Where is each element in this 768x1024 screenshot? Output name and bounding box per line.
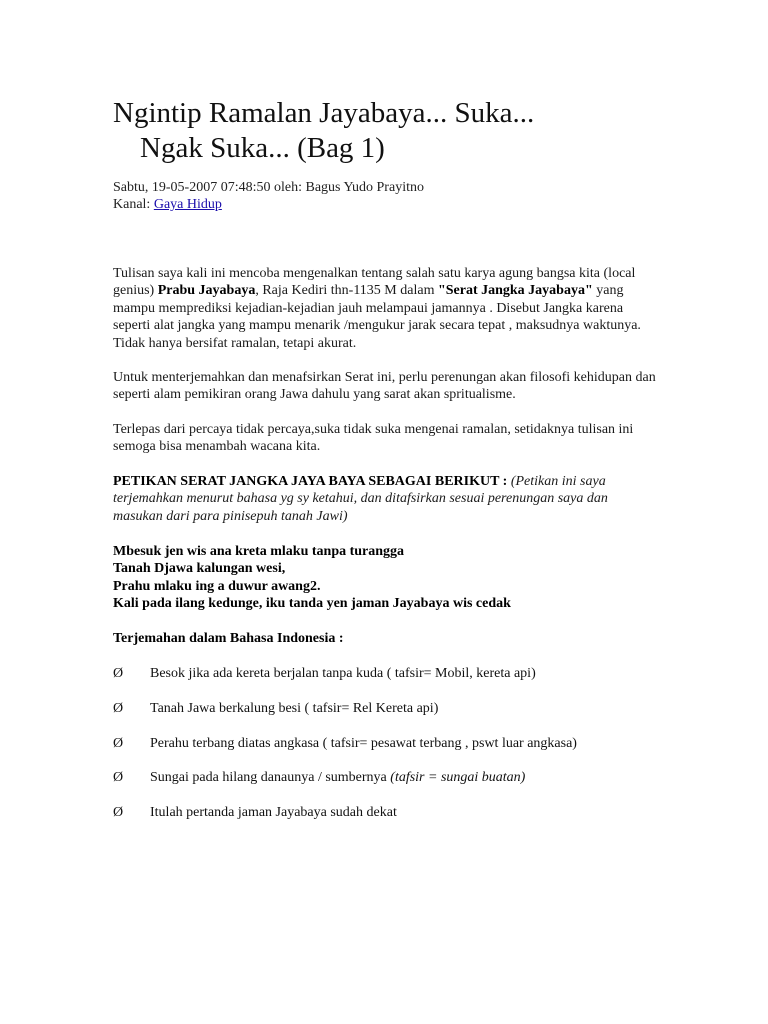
list-item xyxy=(113,804,397,821)
list-item-text: Besok jika ada kereta berjalan tanpa kuda ( tafsir= Mobil, kereta api) xyxy=(150,666,536,681)
paragraph-intro xyxy=(113,265,658,352)
bullet-icon: Ø xyxy=(113,770,124,785)
verse-line: Tanah Djawa kalungan wesi, xyxy=(113,561,286,577)
list-item-italic: (tafsir = sungai buatan) xyxy=(390,770,526,785)
channel-label: Kanal: xyxy=(113,197,154,212)
bullet-icon: Ø xyxy=(113,805,124,820)
article-title xyxy=(113,96,673,166)
intro-text-3: yang mampu memprediksi kejadian-kejadian jauh melampaui jamannya . Disebut Jangka karena seperti alat jangka yang mampu menarik /mengukur jarak secara tepat , maksudnya waktunya. Tidak hanya bersifat ramalan, tetapi akurat. xyxy=(113,283,641,351)
title-line-2: Ngak Suka... (Bag 1) xyxy=(140,132,385,164)
paragraph-3: Terlepas dari percaya tidak percaya,suka tidak suka mengenai ramalan, setidaknya tulisan ini semoga bisa menambah wacana kita. xyxy=(113,422,634,455)
channel-line xyxy=(113,196,424,213)
intro-text-1: Tulisan saya kali ini mencoba mengenalkan tentang salah satu karya agung bangsa kita (local genius) xyxy=(113,266,636,299)
verse-line: Prahu mlaku ing a duwur awang2. xyxy=(113,578,321,594)
prabu-jayabaya-bold: Prabu Jayabaya xyxy=(157,283,256,299)
list-item-text: Perahu terbang diatas angkasa ( tafsir= pesawat terbang , pswt luar angkasa) xyxy=(150,736,577,751)
petikan-heading: PETIKAN SERAT JANGKA JAYA BAYA SEBAGAI BERIKUT : xyxy=(113,474,508,489)
verse-block xyxy=(113,543,658,613)
list-item-text: Itulah pertanda jaman Jayabaya sudah dekat xyxy=(150,805,397,820)
paragraph-2: Untuk menterjemahkan dan menafsirkan Serat ini, perlu perenungan akan filosofi kehidupan dan seperti alam pemikiran orang Jawa dahulu yang sarat akan spritualisme. xyxy=(113,370,656,403)
title-line-1: Ngintip Ramalan Jayabaya... Suka... xyxy=(113,97,535,129)
list-item xyxy=(113,665,536,682)
bullet-icon: Ø xyxy=(113,666,124,681)
verse-line: Kali pada ilang kedunge, iku tanda yen jaman Jayabaya wis cedak xyxy=(113,596,511,612)
article-meta xyxy=(113,179,424,213)
list-item-text: Sungai pada hilang danaunya / sumbernya xyxy=(150,770,391,785)
bullet-icon: Ø xyxy=(113,701,124,716)
verse-line: Mbesuk jen wis ana kreta mlaku tanpa turangga xyxy=(113,544,405,559)
list-item xyxy=(113,735,577,752)
list-item xyxy=(113,769,525,786)
translation-heading-text: Terjemahan dalam Bahasa Indonesia : xyxy=(113,631,344,646)
serat-title-bold: "Serat Jangka Jayabaya" xyxy=(437,283,593,299)
petikan-paragraph xyxy=(113,473,658,525)
petikan-note: (Petikan ini saya terjemahkan menurut bahasa yg sy ketahui, dan ditafsirkan sesuai perenungan saya dan masukan dari para pinisepuh tanah Jawi) xyxy=(113,474,608,524)
list-item-text: Tanah Jawa berkalung besi ( tafsir= Rel Kereta api) xyxy=(150,701,439,716)
translation-heading xyxy=(113,630,658,647)
channel-link[interactable]: Gaya Hidup xyxy=(153,197,222,212)
bullet-icon: Ø xyxy=(113,736,124,751)
list-item xyxy=(113,700,438,717)
date-author-line: Sabtu, 19-05-2007 07:48:50 oleh: Bagus Yudo Prayitno xyxy=(113,180,424,195)
intro-text-2: , Raja Kediri thn-1135 M dalam xyxy=(255,283,438,299)
